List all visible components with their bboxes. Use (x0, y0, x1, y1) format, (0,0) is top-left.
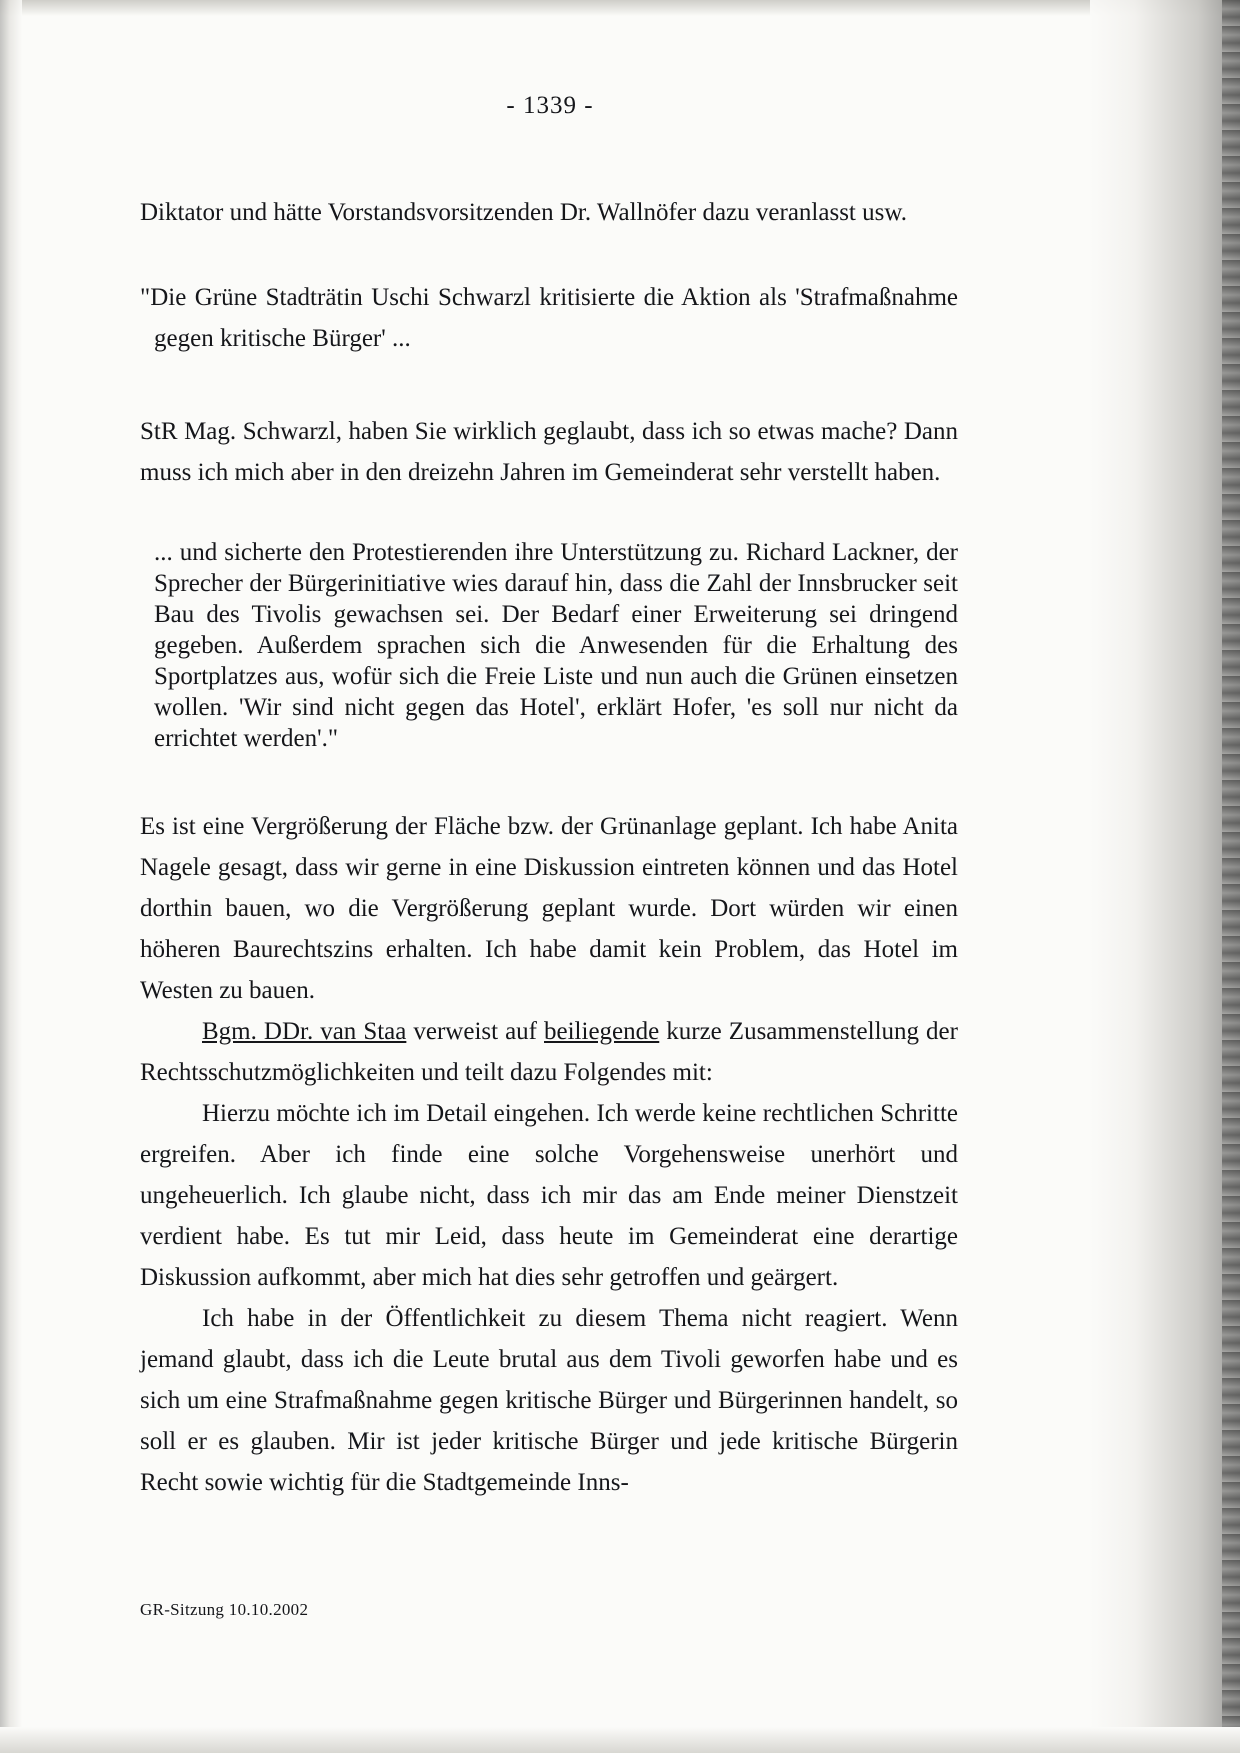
paragraph-reply-schwarzl: StR Mag. Schwarzl, haben Sie wirklich geglaubt, dass ich so etwas mache? Dann muss ich mich aber in den dreizehn Jahren im Gemeinderat sehr verstellt haben. (140, 418, 958, 486)
paragraph-public-reaction: Ich habe in der Öffentlichkeit zu diesem Thema nicht reagiert. Wenn jemand glaubt, dass ich die Leute brutal aus dem Tivoli geworfen habe und es sich um eine Strafmaßnahme gegen kritische Bürger und Bürgerinnen handelt, so soll er es glauben. Mir ist jeder kritische Bürger und jede kritische Bürgerin Recht sowie wichtig für die Stadtgemeinde Inns- (140, 1305, 958, 1496)
paragraph-press-quote-1: "Die Grüne Stadträtin Uschi Schwarzl kritisierte die Aktion als 'Strafmaßnahme gegen kritische Bürger' ... (140, 284, 958, 352)
paragraph-intro: Diktator und hätte Vorstandsvorsitzenden Dr. Wallnöfer dazu veranlasst usw. (140, 199, 908, 226)
paragraph-enlargement: Es ist eine Vergrößerung der Fläche bzw. der Grünanlage geplant. Ich habe Anita Nagele gesagt, dass wir gerne in eine Diskussion eintreten können und das Hotel dorthin bauen, wo die Vergrößerung geplant wurde. Dort würden wir einen höheren Baurechtszins erhalten. Ich habe damit kein Problem, das Hotel im Westen zu bauen. (140, 813, 958, 1004)
body-text-column (140, 192, 958, 1503)
footer-session-label: GR-Sitzung 10.10.2002 (140, 1600, 309, 1619)
paragraph-detail-statement: Hierzu möchte ich im Detail eingehen. Ich werde keine rechtlichen Schritte ergreifen. Aber ich finde eine solche Vorgehensweise unerhört und ungeheuerlich. Ich glaube nicht, dass ich mir das am Ende meiner Dienstzeit verdient habe. Es tut mir Leid, dass heute im Gemeinderat eine derartige Diskussion aufkommt, aber mich hat dies sehr getroffen und geärgert. (140, 1100, 958, 1291)
van-staa-rest-text: kurze Zusammenstellung der Rechtsschutzmöglichkeiten und teilt dazu Folgendes mit: (140, 1018, 958, 1086)
page-number: - 1339 - (506, 92, 594, 119)
paragraph-van-staa (140, 1011, 958, 1093)
underlined-term: beiliegende (544, 1018, 660, 1045)
paragraph-press-quote-2: ... und sicherte den Protestierenden ihre Unterstützung zu. Richard Lackner, der Sprecher der Bürgerinitiative wies darauf hin, dass die Zahl der Innsbrucker seit Bau des Tivolis gewachsen sei. Der Bedarf einer Erweiterung sei dringend gegeben. Außerdem sprachen sich die Anwesenden für die Erhaltung des Sportplatzes aus, wofür sich die Freie Liste und nun auch die Grünen einsetzen wollen. 'Wir sind nicht gegen das Hotel', erklärt Hofer, 'es soll nur nicht da errichtet werden'." (154, 539, 958, 752)
van-staa-mid-text: verweist auf (406, 1018, 545, 1045)
speaker-name: Bgm. DDr. van Staa (202, 1018, 407, 1045)
